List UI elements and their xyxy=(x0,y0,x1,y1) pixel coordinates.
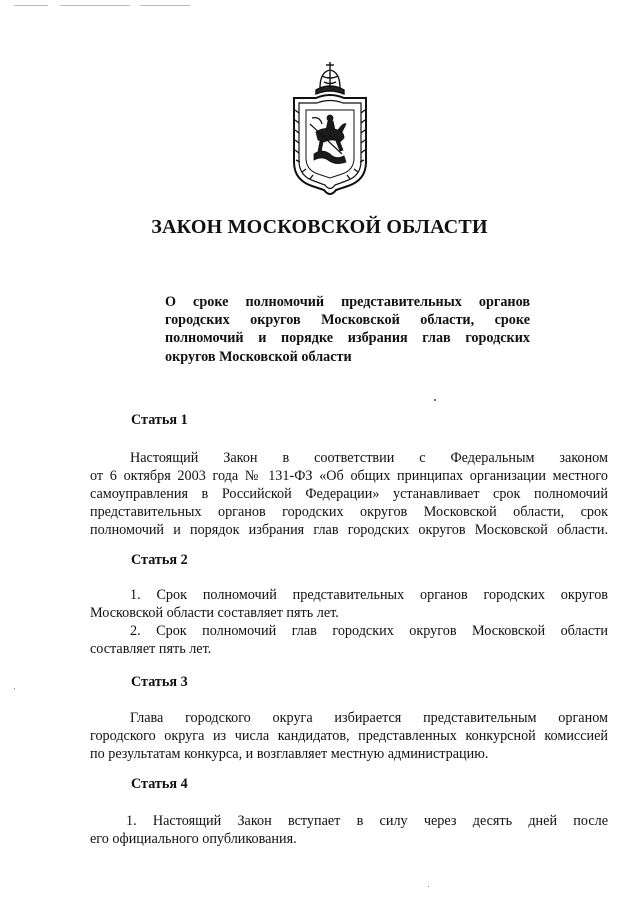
subject-line: полномочий и порядке избрания глав городских xyxy=(165,330,530,347)
text-line: составляет пять лет. xyxy=(90,641,212,657)
text-line: Глава городского округа избирается представительным органом xyxy=(130,710,608,726)
text-line: 1. Срок полномочий представительных органов городских округов xyxy=(130,587,608,603)
article-1-heading: Статья 1 xyxy=(131,412,188,428)
text-line: городского округа из числа кандидатов, представленных конкурсной комиссией xyxy=(90,728,608,744)
text-line: его официального опубликования. xyxy=(90,831,297,847)
moscow-oblast-coat-of-arms-icon xyxy=(286,58,374,204)
article-3-text xyxy=(90,709,608,763)
scan-speck xyxy=(434,399,436,401)
article-1-text xyxy=(90,449,608,539)
text-line: от 6 октября 2003 года № 131-ФЗ «Об общих принципах организации местного xyxy=(90,468,608,484)
scan-artifact xyxy=(60,5,130,6)
text-line: самоуправления в Российской Федерации» устанавливает срок полномочий xyxy=(90,486,608,502)
scan-speck xyxy=(428,886,429,887)
article-3-heading: Статья 3 xyxy=(131,674,188,690)
article-2-heading: Статья 2 xyxy=(131,552,188,568)
text-line: представительных органов городских округов Московской области, срок xyxy=(90,504,608,520)
law-subject xyxy=(165,293,530,366)
text-line: 2. Срок полномочий глав городских округов Московской области xyxy=(130,623,608,639)
scan-artifact xyxy=(14,5,48,6)
text-line: полномочий и порядок избрания глав городских округов Московской области. xyxy=(90,522,608,538)
subject-line: городских округов Московской области, сроке xyxy=(165,312,530,329)
subject-line: О сроке полномочий представительных органов xyxy=(165,294,530,310)
text-line: 1. Настоящий Закон вступает в силу через десять дней после xyxy=(126,813,608,829)
subject-line: округов Московской области xyxy=(165,348,352,365)
scan-speck xyxy=(14,688,15,689)
article-2-text xyxy=(90,586,608,658)
law-title: ЗАКОН МОСКОВСКОЙ ОБЛАСТИ xyxy=(151,216,488,238)
text-line: Московской области составляет пять лет. xyxy=(90,605,339,621)
article-4-text xyxy=(90,812,608,848)
scan-artifact xyxy=(140,5,190,6)
article-4-heading: Статья 4 xyxy=(131,776,188,792)
text-line: по результатам конкурса, и возглавляет местную администрацию. xyxy=(90,746,489,762)
text-line: Настоящий Закон в соответствии с Федеральным законом xyxy=(130,450,608,466)
